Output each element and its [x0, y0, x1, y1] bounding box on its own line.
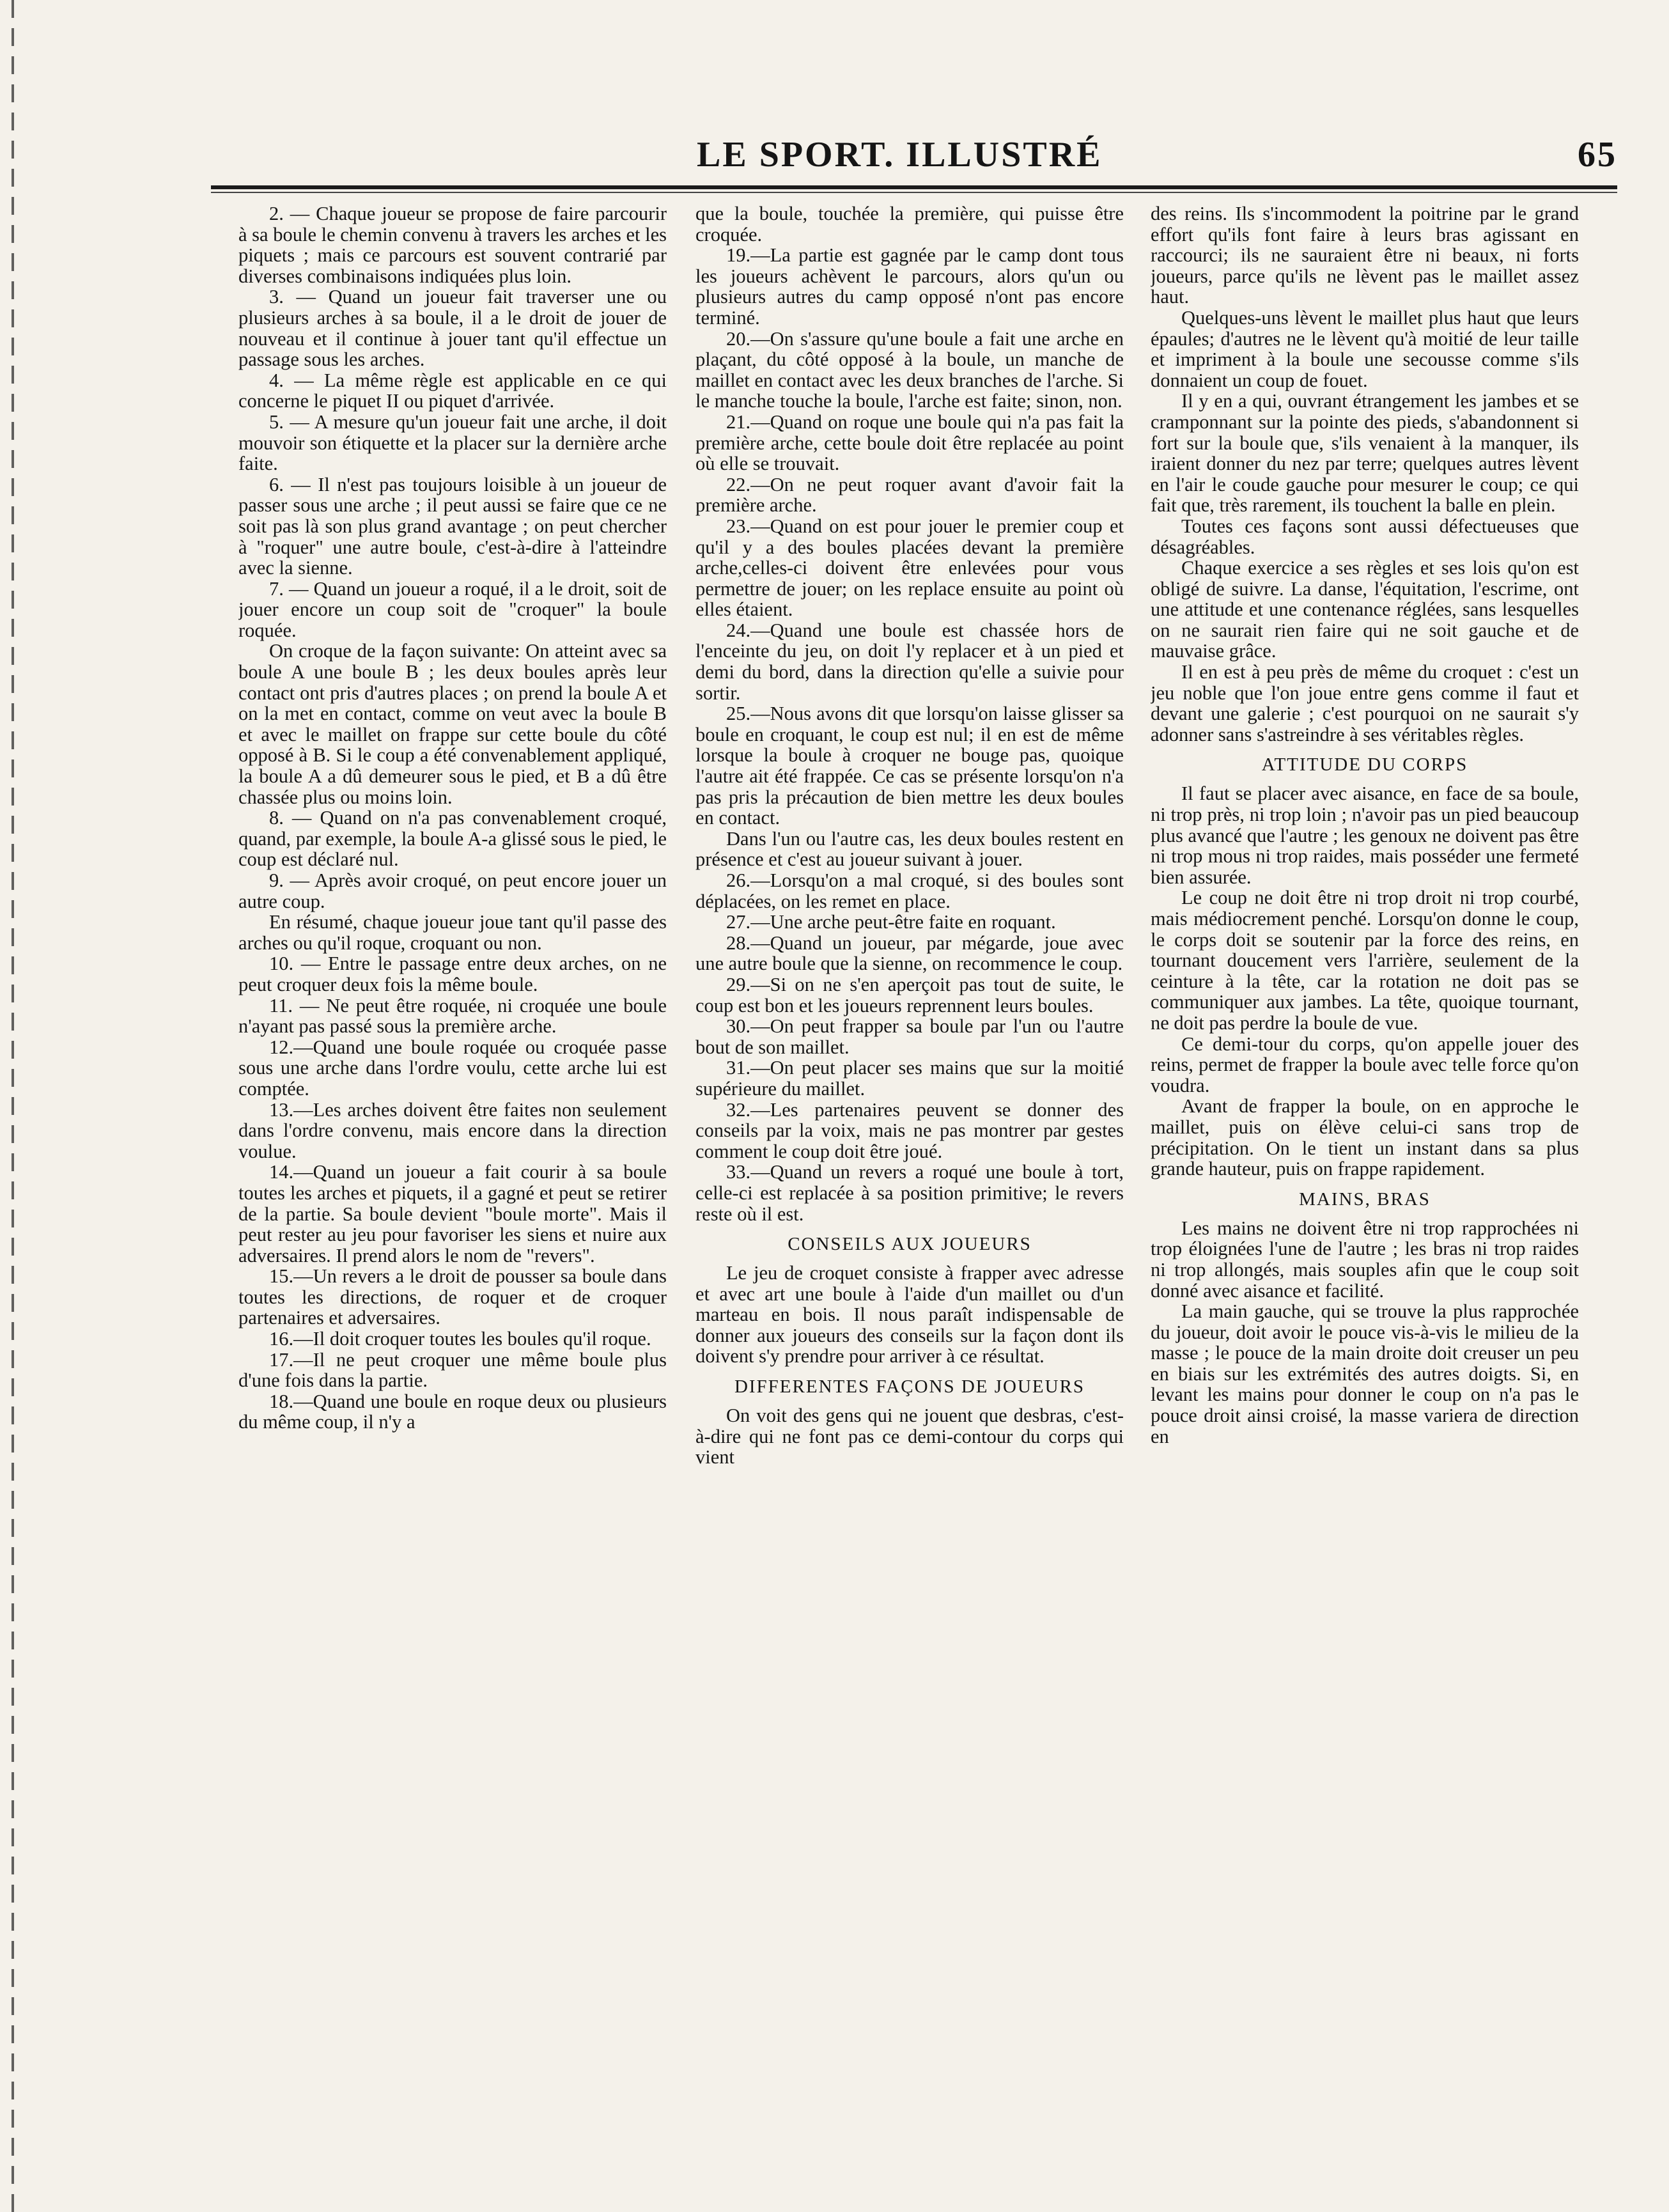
paragraph: 33.—Quand un revers a roqué une boule à tort, celle-ci est replacée à sa position primitive; le revers reste où il est. — [695, 1161, 1124, 1225]
paragraph: 21.—Quand on roque une boule qui n'a pas fait la première arche, cette boule doit être replacée au point où elle se trouvait. — [695, 410, 1124, 475]
paragraph: des reins. Ils s'incommodent la poitrine par le grand effort qu'ils font faire à leurs bras agissant en raccourci; ils ne sauraient être ni beaux, ni forts joueurs, parce qu'ils ne lèvent pas le maillet assez haut. — [1151, 203, 1579, 308]
paragraph: 6. — Il n'est pas toujours loisible à un joueur de passer sous une arche ; il peut aussi se faire que ce ne soit pas là son plus grand avantage ; on peut chercher à "roquer" une autre boule, c'est-à-dire à l'atteindre avec la sienne. — [238, 473, 667, 579]
paragraph: Chaque exercice a ses règles et ses lois qu'on est obligé de suivre. La danse, l'équitation, l'escrime, ont une attitude et une contenance réglées, sans lesquelles on ne saurait rien faire qui ne soit gauche et de mauvaise grâce. — [1151, 557, 1579, 662]
paragraph: La main gauche, qui se trouve la plus rapprochée du joueur, doit avoir le pouce vis-à-vis le milieu de la masse ; le pouce de la main droite doit creuser un peu en biais sur les extrémités des autres doigts. Si, en levant les mains pour donner le coup on n'a pas le pouce droit ainsi croisé, la masse variera de direction en — [1151, 1300, 1579, 1447]
paragraph: 30.—On peut frapper sa boule par l'un ou l'autre bout de son maillet. — [695, 1015, 1124, 1058]
paragraph: 8. — Quand on n'a pas convenablement croqué, quand, par exemple, la boule A-a glissé sous le pied, le coup est déclaré nul. — [238, 807, 667, 871]
paragraph: Le jeu de croquet consiste à frapper avec adresse et avec art une boule à l'aide d'un maillet ou d'un marteau en bois. Il nous paraît indispensable de donner aux joueurs des conseils sur la façon dont ils doivent s'y prendre pour arriver à ce résultat. — [695, 1262, 1124, 1367]
paragraph: 17.—Il ne peut croquer une même boule plus d'une fois dans la partie. — [238, 1348, 667, 1392]
header-rule-thin — [211, 192, 1617, 193]
paragraph: Le coup ne doit être ni trop droit ni trop courbé, mais médiocrement penché. Lorsqu'on donne le coup, le corps doit se soutenir par la force des reins, en tournant doucement vers l'arrière, seulement de la ceinture à la tête, car la rotation ne doit pas se communiquer aux jambes. La tête, quoique tournant, ne doit pas perdre la boule de vue. — [1151, 887, 1579, 1034]
paragraph: 2. — Chaque joueur se propose de faire parcourir à sa boule le chemin convenu à travers les arches et les piquets ; mais ce parcours est souvent contrarié par diverses combinaisons indiquées plus loin. — [238, 203, 667, 287]
paragraph: 3. — Quand un joueur fait traverser une ou plusieurs arches à sa boule, il a le droit de jouer de nouveau et il continue à jouer tant qu'il effectue un passage sous les arches. — [238, 286, 667, 371]
paragraph: 10. — Entre le passage entre deux arches, on ne peut croquer deux fois la même boule. — [238, 953, 667, 995]
paragraph: Les mains ne doivent être ni trop rapprochées ni trop éloignées l'une de l'autre ; les bras ni trop raides ni trop allongés, mais souples afin que le coup soit donné avec aisance et facilité. — [1151, 1217, 1579, 1302]
paragraph: 19.—La partie est gagnée par le camp dont tous les joueurs achèvent le parcours, alors qu'un ou plusieurs autres du camp opposé n'ont pas encore terminé. — [695, 244, 1124, 329]
paragraph: 20.—On s'assure qu'une boule a fait une arche en plaçant, du côté opposé à la boule, un manche de maillet en contact avec les deux branches de l'arche. Si le manche touche la boule, l'arche est faite; sinon, non. — [695, 327, 1124, 412]
paragraph: 23.—Quand on est pour jouer le premier coup et qu'il y a des boules placées devant la première arche,celles-ci doivent être enlevées pour vous permettre de jouer; on les replace ensuite au point où elles étaient. — [695, 515, 1124, 621]
column-2 — [695, 203, 1124, 2198]
paragraph: 15.—Un revers a le droit de pousser sa boule dans toutes les directions, de roquer et de croquer partenaires et adversaires. — [238, 1265, 667, 1329]
paragraph: Ce demi-tour du corps, qu'on appelle jouer des reins, permet de frapper la boule avec telle force qu'on voudra. — [1151, 1032, 1579, 1096]
paragraph: que la boule, touchée la première, qui puisse être croquée. — [695, 203, 1124, 245]
page-number: 65 — [1578, 135, 1617, 175]
paragraph: On voit des gens qui ne jouent que desbras, c'est-à-dire qui ne font pas ce demi-contour du corps qui vient — [695, 1405, 1124, 1468]
heading-attitude: ATTITUDE DU CORPS — [1261, 754, 1468, 775]
paragraph: 24.—Quand une boule est chassée hors de l'enceinte du jeu, on doit l'y replacer et à un pied et demi du bord, dans la direction qu'elle a suivie pour sortir. — [695, 619, 1124, 704]
paragraph: 18.—Quand une boule en roque deux ou plusieurs du même coup, il n'y a — [238, 1390, 667, 1433]
paragraph: Il en est à peu près de même du croquet : c'est un jeu noble que l'on joue entre gens comme il faut et devant une galerie ; c'est pourquoi on ne saurait s'y adonner sans s'astreindre à ses véritables règles. — [1151, 661, 1579, 745]
heading-facons: DIFFERENTES FAÇONS DE JOUEURS — [734, 1376, 1085, 1398]
heading-mains: MAINS, BRAS — [1299, 1188, 1431, 1210]
paragraph: Il faut se placer avec aisance, en face de sa boule, ni trop près, ni trop loin ; n'avoir pas un pied beaucoup plus avancé que l'autre ; les genoux ne doivent pas être ni trop mous ni trop raides, mais posséder une fermeté bien assurée. — [1151, 783, 1579, 888]
paragraph: Avant de frapper la boule, on en approche le maillet, puis on élève celui-ci sans trop de précipitation. On le tient un instant dans sa plus grande hauteur, puis on frappe rapidement. — [1151, 1095, 1579, 1180]
paragraph: 9. — Après avoir croqué, on peut encore jouer un autre coup. — [238, 869, 667, 912]
page-header — [697, 128, 1643, 185]
paragraph: 27.—Une arche peut-être faite en roquant. — [726, 911, 1056, 933]
paragraph: 26.—Lorsqu'on a mal croqué, si des boules sont déplacées, on les remet en place. — [695, 869, 1124, 912]
paragraph: 11. — Ne peut être roquée, ni croquée une boule n'ayant pas passé sous la première arche. — [238, 994, 667, 1038]
paragraph: 25.—Nous avons dit que lorsqu'on laisse glisser sa boule en croquant, le coup est nul; il en est de même lorsque la boule à croquer ne bouge pas, quoique l'autre ait été frappée. Ce cas se présente lorsqu'on n'a pas pris la précaution de bien mettre les deux boules en contact. — [695, 703, 1124, 829]
paragraph: 4. — La même règle est applicable en ce qui concerne le piquet II ou piquet d'arrivée. — [238, 369, 667, 412]
paragraph: Toutes ces façons sont aussi défectueuses que désagréables. — [1151, 515, 1579, 558]
paragraph: Dans l'un ou l'autre cas, les deux boules restent en présence et c'est au joueur suivant à jouer. — [695, 827, 1124, 871]
paragraph: 29.—Si on ne s'en aperçoit pas tout de suite, le coup est bon et les joueurs reprennent leurs boules. — [695, 973, 1124, 1016]
paragraph: 31.—On peut placer ses mains que sur la moitié supérieure du maillet. — [695, 1057, 1124, 1100]
paragraph: On croque de la façon suivante: On atteint avec sa boule A une boule B ; les deux boules après leur contact ont pris d'autres places ; on prend la boule A et on la met en contact, comme on veut avec la boule B et avec le maillet on frappe sur cette boule du côté opposé à B. Si le coup a été convenablement appliqué, la boule A a dû demeurer sous le pied, et B a dû être chassée plus ou moins loin. — [238, 640, 667, 808]
paragraph: Il y en a qui, ouvrant étrangement les jambes et se cramponnant sur la pointe des pieds, s'abandonnent si fort sur la boule que, s'ils venaient à la manquer, ils iraient donner du nez par terre; quelques autres lèvent en l'air le coude gauche pour mesurer le coup; ce qui fait que, très rarement, ils touchent la balle en plein. — [1151, 390, 1579, 517]
paragraph: 5. — A mesure qu'un joueur fait une arche, il doit mouvoir son étiquette et la placer sur la dernière arche faite. — [238, 410, 667, 475]
paragraph: 22.—On ne peut roquer avant d'avoir fait la première arche. — [695, 473, 1124, 517]
paragraph: En résumé, chaque joueur joue tant qu'il passe des arches ou qu'il roque, croquant ou non. — [238, 911, 667, 954]
paragraph: 32.—Les partenaires peuvent se donner des conseils par la voix, mais ne pas montrer par gestes comment le coup doit être joué. — [695, 1098, 1124, 1162]
publication-title: LE SPORT. ILLUSTRÉ — [697, 135, 1103, 175]
paragraph: 12.—Quand une boule roquée ou croquée passe sous une arche dans l'ordre voulu, cette arche lui est comptée. — [238, 1036, 667, 1100]
binding-edge — [12, 0, 14, 2212]
paragraph: 13.—Les arches doivent être faites non seulement dans l'ordre convenu, mais encore dans la direction voulue. — [238, 1098, 667, 1162]
column-3 — [1151, 203, 1579, 2198]
paragraph: 16.—Il doit croquer toutes les boules qu'il roque. — [269, 1328, 651, 1350]
paragraph: 14.—Quand un joueur a fait courir à sa boule toutes les arches et piquets, il a gagné et peut se retirer de la partie. Sa boule devient "boule morte". Mais il peut rester au jeu pour favoriser les siens et nuire aux adversaires. Il prend alors le nom de "revers". — [238, 1161, 667, 1266]
header-rule — [211, 185, 1617, 189]
column-1 — [238, 203, 667, 2198]
paragraph: 7. — Quand un joueur a roqué, il a le droit, soit de jouer encore un coup soit de "croquer" la boule roquée. — [238, 577, 667, 641]
heading-conseils: CONSEILS AUX JOUEURS — [788, 1234, 1032, 1255]
paragraph: 28.—Quand un joueur, par mégarde, joue avec une autre boule que la sienne, on recommence le coup. — [695, 931, 1124, 975]
paragraph: Quelques-uns lèvent le maillet plus haut que leurs épaules; d'autres ne le lèvent qu'à moitié de leur taille et impriment à la boule une secousse comme s'ils donnaient un coup de fouet. — [1151, 306, 1579, 391]
